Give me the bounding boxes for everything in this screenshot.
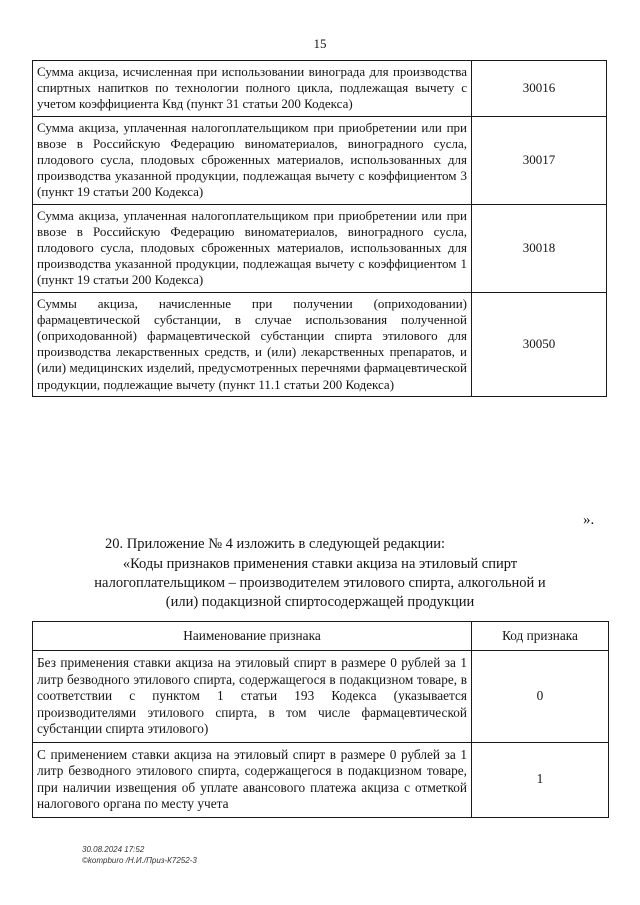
table-row <box>33 651 609 743</box>
row-code: 30018 <box>472 204 607 292</box>
table-row <box>33 292 607 396</box>
row-description: Сумма акциза, уплаченная налогоплательщиком при приобретении или при ввозе в Российскую Федерацию виноматериалов, виноградного сусла, плодового сусла, плодовых сброженных материалов, использованных для производства указанной продукции, подлежащая вычету с коэффициентом 1 (пункт 19 статьи 200 Кодекса) <box>33 204 472 292</box>
closing-quote: ». <box>583 512 595 528</box>
footer-path: ©kompburo /Н.И./Приз-К7252-3 <box>82 856 197 865</box>
appendix-title-line-1: «Коды признаков применения ставки акциза на этиловый спирт <box>122 556 518 572</box>
page-number: 15 <box>313 36 327 51</box>
footer-stamp <box>82 844 197 866</box>
rate-sign-codes-table <box>32 621 609 818</box>
table-row <box>33 742 609 817</box>
row-description: Сумма акциза, исчисленная при использовании винограда для производства спиртных напитков по технологии полного цикла, подлежащая вычету с учетом коэффициента Квд (пункт 31 статьи 200 Кодекса) <box>33 61 472 117</box>
appendix-title-line-3: (или) подакцизной спиртосодержащей продукции <box>165 594 475 610</box>
row-description: Без применения ставки акциза на этиловый спирт в размере 0 рублей за 1 литр безводного этилового спирта, содержащегося в подакцизном товаре, в соответствии с пунктом 1 статьи 193 Кодекса (указывается производителями этилового спирта, в том числе фармацевтической субстанции спирта этилового) <box>33 651 472 743</box>
row-code: 30050 <box>472 292 607 396</box>
table-row <box>33 116 607 204</box>
row-code: 1 <box>472 742 609 817</box>
column-header-code: Код признака <box>472 622 609 651</box>
row-description: Сумма акциза, уплаченная налогоплательщиком при приобретении или при ввозе в Российскую Федерацию виноматериалов, виноградного сусла, плодового сусла, плодовых сброженных материалов, использованных для производства указанной продукции, подлежащая вычету с коэффициентом 3 (пункт 19 статьи 200 Кодекса) <box>33 116 472 204</box>
row-description: Суммы акциза, начисленные при получении (оприходовании) фармацевтической субстанции, в случае использования полученной (оприходованной) фармацевтической субстанции спирта этилового для производства лекарственных средств, и (или) лекарственных препаратов, и (или) медицинских изделий, предусмотренных перечнями фармацевтической продукции, подлежащие вычету (пункт 11.1 статьи 200 Кодекса) <box>33 292 472 396</box>
footer-date: 30.08.2024 17:52 <box>82 845 145 854</box>
row-code: 30016 <box>472 61 607 117</box>
table-row <box>33 204 607 292</box>
column-header-name: Наименование признака <box>33 622 472 651</box>
table-header-row <box>33 622 609 651</box>
row-description: С применением ставки акциза на этиловый спирт в размере 0 рублей за 1 литр безводного этилового спирта, содержащегося в подакцизном товаре, при наличии извещения об уплате авансового платежа акциза с отметкой налогового органа по месту учета <box>33 742 472 817</box>
appendix-title-line-2: налогоплательщиком – производителем этилового спирта, алкогольной и <box>94 575 546 591</box>
excise-deduction-codes-table <box>32 60 607 397</box>
table-row <box>33 61 607 117</box>
row-code: 30017 <box>472 116 607 204</box>
row-code: 0 <box>472 651 609 743</box>
amendment-paragraph: 20. Приложение № 4 изложить в следующей редакции: <box>105 536 445 552</box>
